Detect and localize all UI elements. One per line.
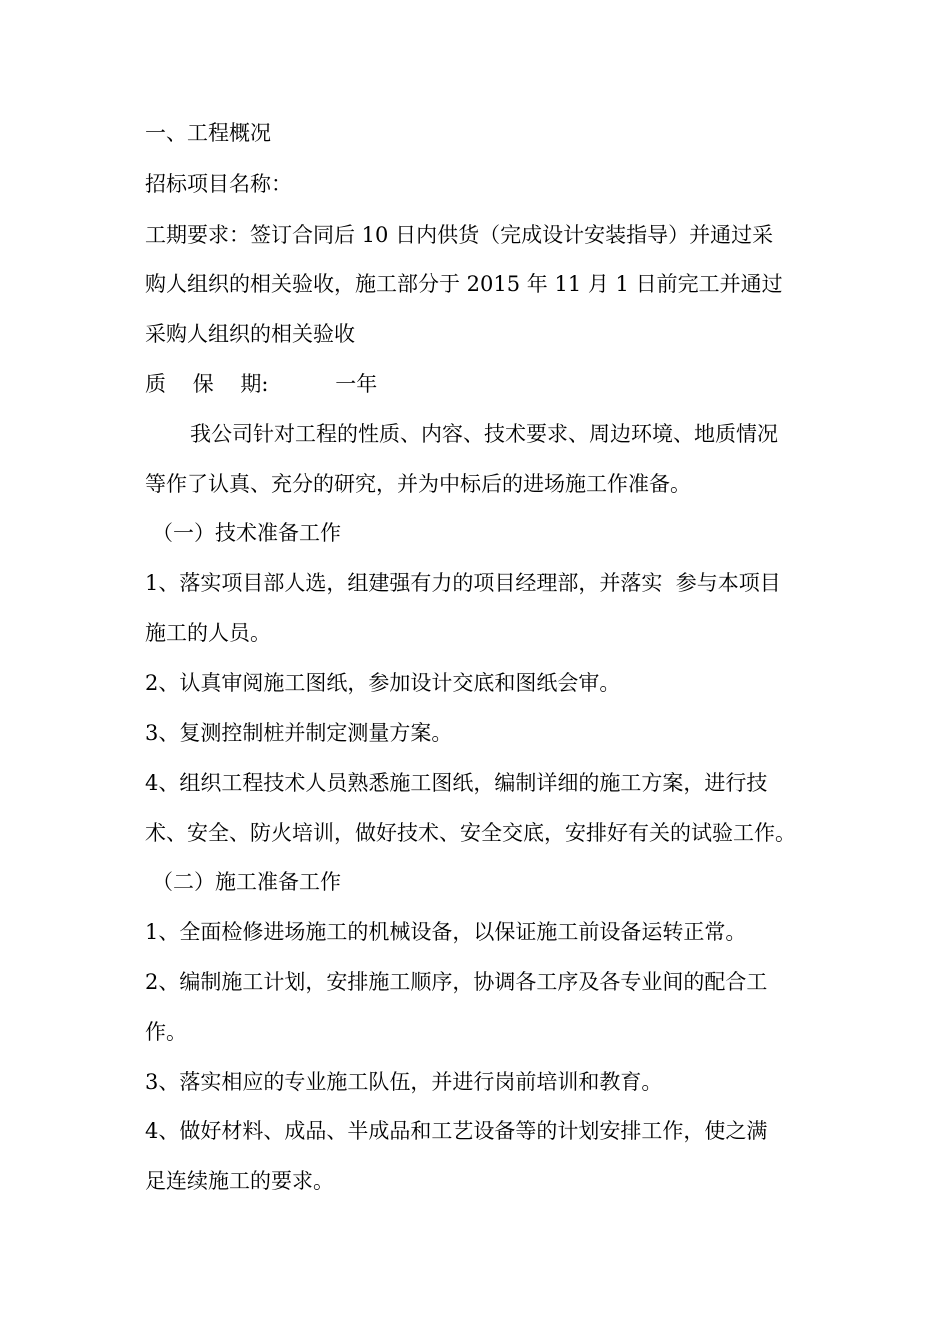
list-item: 1、全面检修进场施工的机械设备，以保证施工前设备运转正常。 xyxy=(145,920,747,944)
list-item: 作。 xyxy=(145,1020,187,1044)
subsection-heading: （二）施工准备工作 xyxy=(152,870,341,894)
warranty-line: 质 保 期: 一年 xyxy=(145,372,378,396)
list-item: 施工的人员。 xyxy=(145,621,271,645)
subsection-heading: （一）技术准备工作 xyxy=(152,521,341,545)
list-item: 3、落实相应的专业施工队伍，并进行岗前培训和教育。 xyxy=(145,1070,663,1094)
paragraph-line: 采购人组织的相关验收 xyxy=(145,322,355,346)
paragraph-line: 我公司针对工程的性质、内容、技术要求、周边环境、地质情况 xyxy=(190,422,778,446)
list-item: 足连续施工的要求。 xyxy=(145,1169,334,1193)
list-item: 4、做好材料、成品、半成品和工艺设备等的计划安排工作，使之满 xyxy=(145,1119,768,1143)
paragraph-line: 工期要求：签订合同后 10 日内供货（完成设计安装指导）并通过采 xyxy=(145,223,774,247)
list-item: 1、落实项目部人选，组建强有力的项目经理部，并落实 参与本项目 xyxy=(145,571,781,595)
paragraph-line: 等作了认真、充分的研究，并为中标后的进场施工作准备。 xyxy=(145,472,691,496)
list-item: 术、安全、防火培训，做好技术、安全交底，安排好有关的试验工作。 xyxy=(145,821,796,845)
paragraph-line: 购人组织的相关验收，施工部分于 2015 年 11 月 1 日前完工并通过 xyxy=(145,272,783,296)
section-heading: 一、工程概况 xyxy=(145,121,271,145)
list-item: 2、编制施工计划，安排施工顺序，协调各工序及各专业间的配合工 xyxy=(145,970,768,994)
list-item: 3、复测控制桩并制定测量方案。 xyxy=(145,721,453,745)
project-name-line: 招标项目名称： xyxy=(145,172,292,196)
list-item: 2、认真审阅施工图纸，参加设计交底和图纸会审。 xyxy=(145,671,621,695)
list-item: 4、组织工程技术人员熟悉施工图纸，编制详细的施工方案，进行技 xyxy=(145,771,768,795)
